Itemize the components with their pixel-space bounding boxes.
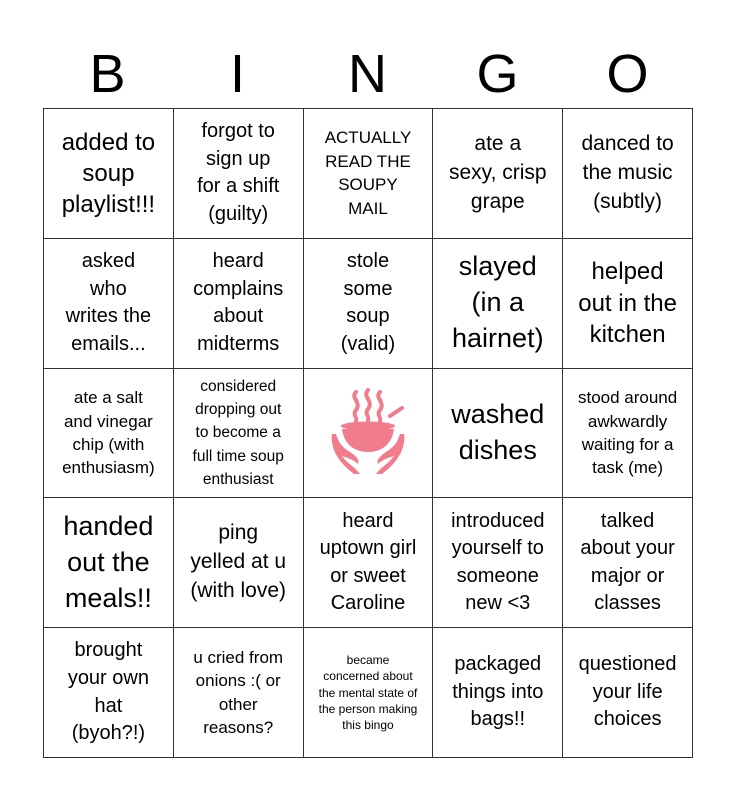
cell-text: u cried from onions :( or other reasons? bbox=[193, 647, 284, 738]
cell-text: heard complains about midterms bbox=[193, 250, 284, 355]
cell-text: handed out the meals!! bbox=[63, 510, 154, 613]
cell-text: became concerned about the mental state of the person making this bingo bbox=[318, 653, 418, 732]
bingo-cell[interactable] bbox=[433, 369, 563, 499]
bingo-cell[interactable] bbox=[304, 628, 434, 758]
header-letter-o: O bbox=[606, 44, 650, 104]
cell-text: danced to the music (subtly) bbox=[581, 131, 674, 213]
bingo-cell[interactable] bbox=[563, 239, 693, 369]
header-letter-n: N bbox=[348, 44, 388, 104]
bingo-cell[interactable] bbox=[304, 109, 434, 239]
cell-text: stood around awkwardly waiting for a task (me) bbox=[577, 388, 678, 478]
free-space-cell[interactable] bbox=[304, 369, 434, 499]
bingo-header bbox=[43, 40, 693, 108]
bingo-cell[interactable] bbox=[174, 239, 304, 369]
bingo-cell[interactable] bbox=[44, 109, 174, 239]
bingo-cell[interactable] bbox=[433, 239, 563, 369]
bingo-cell[interactable] bbox=[433, 628, 563, 758]
cell-text: helped out in the kitchen bbox=[578, 258, 677, 348]
cell-text: ping yelled at u (with love) bbox=[190, 521, 287, 603]
bingo-cell[interactable] bbox=[174, 498, 304, 628]
bingo-cell[interactable] bbox=[563, 109, 693, 239]
header-letter-b: B bbox=[89, 44, 127, 104]
cell-text: slayed (in a hairnet) bbox=[452, 251, 544, 354]
bingo-cell[interactable] bbox=[304, 498, 434, 628]
bingo-cell[interactable] bbox=[44, 498, 174, 628]
bingo-cell[interactable] bbox=[174, 369, 304, 499]
header-letter-g: G bbox=[476, 44, 520, 104]
cell-text: talked about your major or classes bbox=[580, 509, 675, 615]
bingo-cell[interactable] bbox=[563, 369, 693, 499]
cell-text: forgot to sign up for a shift (guilty) bbox=[197, 120, 280, 225]
bingo-cell[interactable] bbox=[174, 628, 304, 758]
cell-text: stole some soup (valid) bbox=[340, 250, 396, 355]
header-letter-i: I bbox=[229, 44, 246, 104]
bingo-cell[interactable] bbox=[563, 628, 693, 758]
soup-bowl-in-hands-icon bbox=[328, 388, 408, 478]
bingo-cell[interactable] bbox=[44, 369, 174, 499]
bingo-cell[interactable] bbox=[174, 109, 304, 239]
bingo-cell[interactable] bbox=[433, 498, 563, 628]
bingo-cell[interactable] bbox=[44, 239, 174, 369]
cell-text: asked who writes the emails... bbox=[65, 250, 152, 355]
bingo-cell[interactable] bbox=[44, 628, 174, 758]
bingo-cell[interactable] bbox=[563, 498, 693, 628]
cell-text: washed dishes bbox=[451, 399, 545, 465]
cell-text: questioned your life choices bbox=[578, 653, 677, 731]
cell-text: ACTUALLY READ THE SOUPY MAIL bbox=[324, 128, 412, 218]
bingo-cell[interactable] bbox=[304, 239, 434, 369]
cell-text: considered dropping out to become a full time soup enthusiast bbox=[192, 377, 284, 488]
cell-text: packaged things into bags!! bbox=[452, 653, 544, 731]
bingo-board bbox=[43, 108, 693, 758]
cell-text: heard uptown girl or sweet Caroline bbox=[319, 509, 417, 615]
cell-text: ate a salt and vinegar chip (with enthusiasm) bbox=[62, 388, 155, 478]
cell-text: introduced yourself to someone new <3 bbox=[451, 509, 545, 615]
cell-text: brought your own hat (byoh?!) bbox=[67, 639, 149, 745]
bingo-cell[interactable] bbox=[433, 109, 563, 239]
cell-text: ate a sexy, crisp grape bbox=[448, 131, 547, 213]
cell-text: added to soup playlist!!! bbox=[61, 128, 156, 218]
